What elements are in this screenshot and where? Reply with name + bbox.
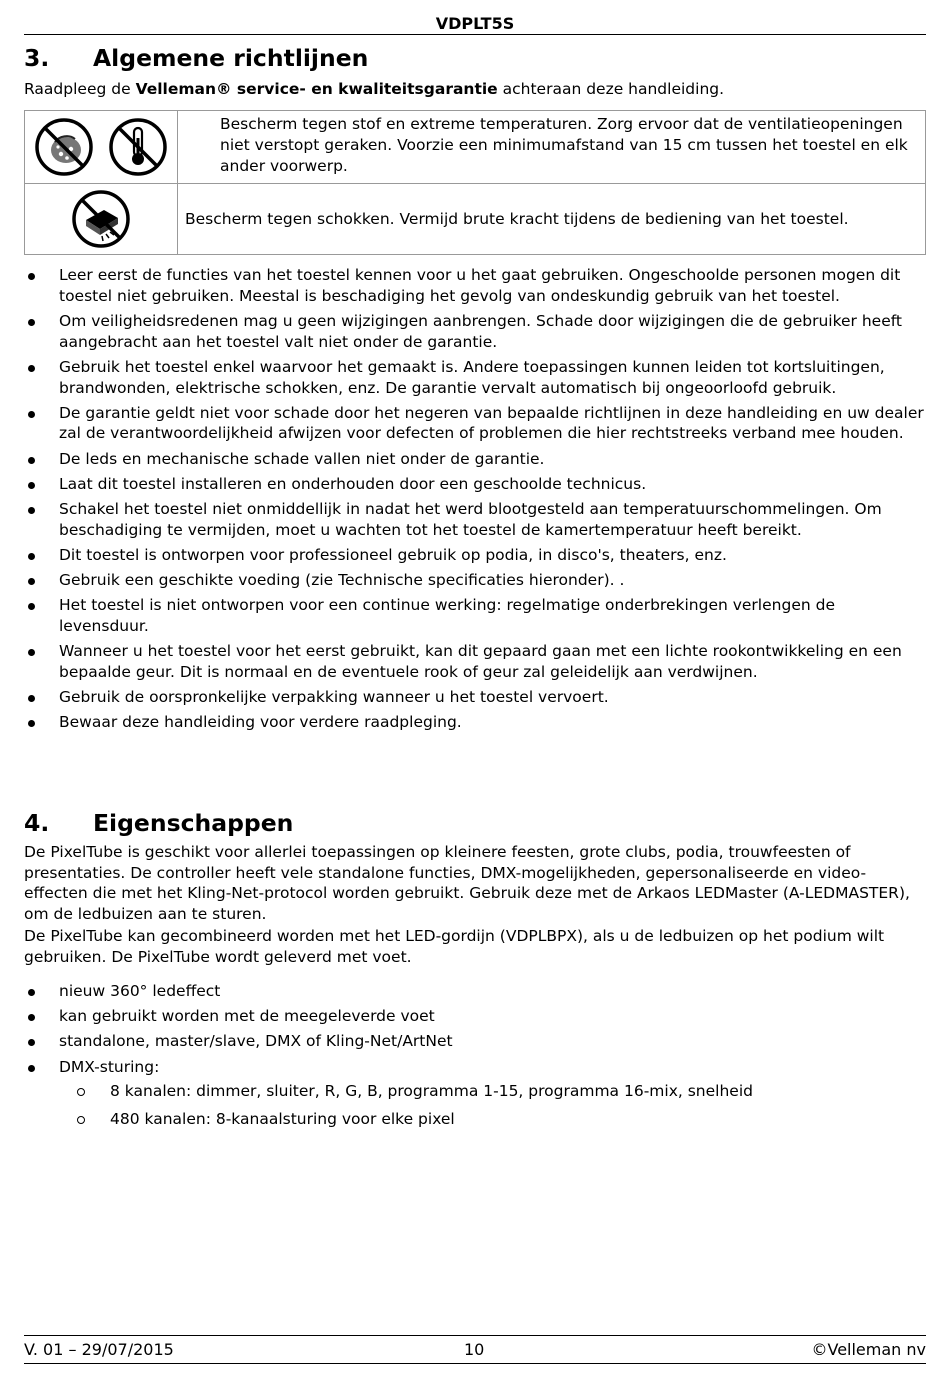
section-3-bullets [24,265,926,738]
list-item [24,641,926,682]
list-item-text: De garantie geldt niet voor schade door het negeren van bepaalde richtlijnen in deze handleiding en uw dealer zal de verantwoordelijkheid afwijzen voor defecten of problemen die hier rechtstreeks verband mee houden. [59,403,924,443]
section-3-heading [24,44,368,72]
list-item-text: standalone, master/slave, DMX of Kling-Net/ArtNet [59,1032,453,1051]
section-4-heading [24,809,293,837]
sub-list-item [59,1081,926,1102]
list-item-text: Gebruik een geschikte voeding (zie Technische specificaties hieronder). . [59,571,625,590]
safety-text-1: Bescherm tegen stof en extreme temperaturen. Zorg ervoor dat de ventilatieopeningen niet verstopt geraken. Voorzie een minimumafstand van 15 cm tussen het toestel en elk ander voorwerp. [178,111,926,184]
section-number: 4. [24,809,50,837]
list-item [24,981,926,1002]
thermometer-icon [107,116,169,178]
no-shock-icon [70,188,132,250]
sub-bullet-icon [77,1088,85,1096]
bullet-icon [28,457,35,464]
list-item-text: Schakel het toestel niet onmiddellijk in nadat het werd blootgesteld aan temperatuurschommelingen. Om beschadiging te vermijden, moet u wachten tot het toestel de kamertemperatuur heeft bereikt. [59,500,882,539]
list-item [24,545,926,566]
bullet-icon [28,553,35,560]
section-number: 3. [24,44,50,72]
intro-text-end: achteraan deze handleiding. [497,80,725,98]
list-item [24,474,926,495]
list-item [24,712,926,733]
bullet-icon [28,411,35,418]
list-item-text: Gebruik het toestel enkel waarvoor het gemaakt is. Andere toepassingen kunnen leiden tot kortsluitingen, brandwonden, elektrische schokken, enz. De garantie vervalt automatisch bij ongeoorloofd gebruik. [59,357,885,397]
list-item-text: De leds en mechanische schade vallen niet onder de garantie. [59,449,545,468]
section-title: Eigenschappen [93,809,294,837]
list-item [24,595,926,636]
bullet-icon [28,482,35,489]
sub-list-item-text: 480 kanalen: 8-kanaalsturing voor elke pixel [110,1110,455,1129]
list-item [24,1006,926,1027]
safety-icons-cell [25,111,178,184]
list-item [24,311,926,352]
sub-list-item-text: 8 kanalen: dimmer, sluiter, R, G, B, programma 1-15, programma 16-mix, snelheid [110,1082,753,1101]
list-item [24,1031,926,1052]
intro-text: Raadpleeg de [24,80,136,98]
list-item-text: Bewaar deze handleiding voor verdere raadpleging. [59,713,462,732]
bullet-icon [28,720,35,727]
section-title: Algemene richtlijnen [93,44,369,72]
list-item-text: Het toestel is niet ontworpen voor een continue werking: regelmatige onderbrekingen verlengen de levensduur. [59,596,835,636]
safety-table [24,110,926,255]
list-item-text: nieuw 360° ledeffect [59,982,221,1000]
dmx-sub-list [59,1081,926,1129]
list-item-text: kan gebruikt worden met de meegeleverde voet [59,1007,435,1026]
bullet-icon [28,989,35,996]
list-item-text: Gebruik de oorspronkelijke verpakking wanneer u het toestel vervoert. [59,688,609,707]
footer-copyright: ©Velleman nv [811,1340,926,1359]
safety-row [25,184,926,255]
safety-row [25,111,926,184]
bullet-icon [28,507,35,514]
footer-page-number: 10 [464,1340,485,1359]
bullet-icon [28,695,35,702]
list-item [24,357,926,398]
warranty-reference: Velleman® service- en kwaliteitsgarantie [135,80,498,98]
list-item-text: DMX-sturing: [59,1057,160,1076]
sub-list-item [59,1109,926,1130]
safety-icons-cell [25,184,178,255]
bullet-icon [28,273,35,280]
header-model: VDPLT5S [24,14,926,35]
list-item [24,403,926,444]
sub-bullet-icon [77,1116,85,1124]
safety-text-2: Bescherm tegen schokken. Vermijd brute kracht tijdens de bediening van het toestel. [178,184,926,255]
list-item-text: Wanneer u het toestel voor het eerst gebruikt, kan dit gepaard gaan met een lichte rookontwikkeling en een bepaalde geur. Dit is normaal en de eventuele rook of geur zal geleidelijk aan verdwijnen. [59,642,902,681]
list-item [24,687,926,708]
section-4-paragraph-2: De PixelTube kan gecombineerd worden met het LED-gordijn (VDPLBPX), als u de ledbuizen op het podium wilt gebruiken. De PixelTube wordt geleverd met voet. [24,927,885,966]
bullet-icon [28,603,35,610]
list-item [24,1057,926,1130]
list-item [24,265,926,306]
bullet-icon [28,319,35,326]
list-item [24,570,926,591]
no-dust-icon [33,116,95,178]
bullet-icon [28,578,35,585]
page-footer [24,1335,926,1364]
bullet-icon [28,365,35,372]
bullet-icon [28,1039,35,1046]
bullet-icon [28,649,35,656]
list-item-text: Leer eerst de functies van het toestel kennen voor u het gaat gebruiken. Ongeschoolde personen mogen dit toestel niet gebruiken. Meestal is beschadiging het gevolg van ondeskundig gebruik van het toestel. [59,266,901,305]
list-item-text: Om veiligheidsredenen mag u geen wijzigingen aanbrengen. Schade door wijzigingen die de gebruiker heeft aangebracht aan het toestel valt niet onder de garantie. [59,311,902,351]
bullet-icon [28,1065,35,1072]
footer-version: V. 01 – 29/07/2015 [24,1340,174,1359]
list-item [24,449,926,470]
list-item [24,499,926,540]
bullet-icon [28,1014,35,1021]
list-item-text: Dit toestel is ontworpen voor professioneel gebruik op podia, in disco's, theaters, enz. [59,545,727,564]
section-4-paragraph-1: De PixelTube is geschikt voor allerlei toepassingen op kleinere feesten, grote clubs, podia, trouwfeesten of presentaties. De controller heeft vele standalone functies, DMX-mogelijkheden, gepersonaliseerde en video-effecten die met het Kling-Net-protocol worden gebruikt. Gebruik deze met de Arkaos LEDMaster (A-LEDMASTER), om de ledbuizen aan te sturen. [24,843,910,924]
list-item-text: Laat dit toestel installeren en onderhouden door een geschoolde technicus. [59,474,647,493]
section-3-intro [24,79,926,100]
section-4-bullets [24,981,926,1137]
